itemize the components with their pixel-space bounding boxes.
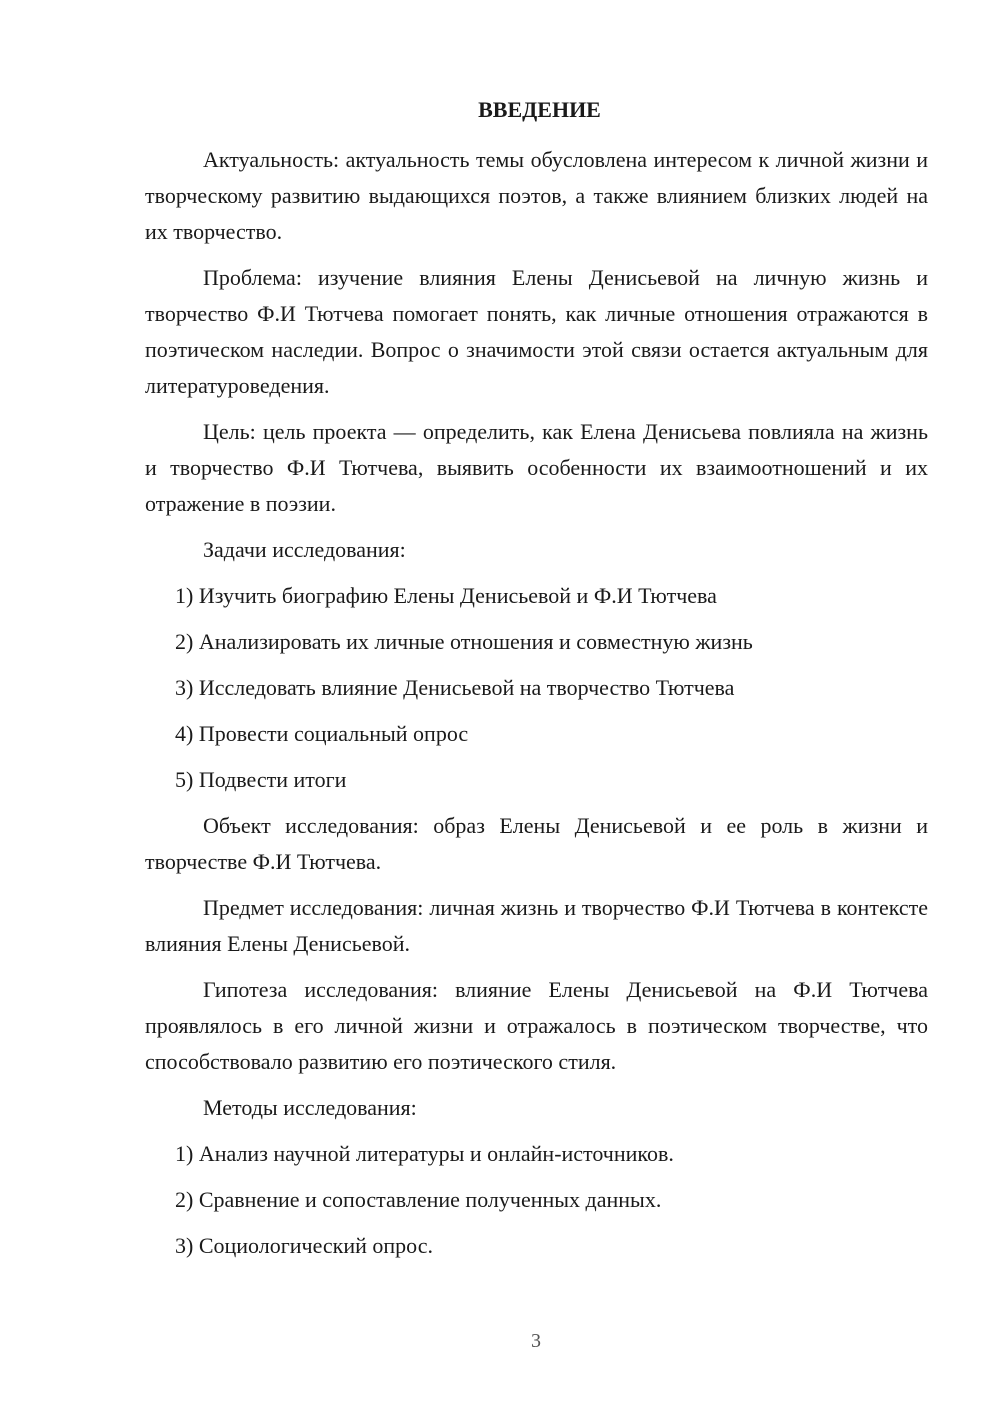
subject-paragraph: Предмет исследования: личная жизнь и творчество Ф.И Тютчева в контексте влияния Елены Денисьевой.	[145, 895, 928, 956]
methods-heading: Методы исследования:	[203, 1095, 417, 1120]
methods-list	[145, 1136, 928, 1264]
page-number: 3	[531, 1330, 541, 1352]
list-item: 2) Анализировать их личные отношения и совместную жизнь	[175, 629, 753, 654]
page-title: ВВЕДЕНИЕ	[478, 97, 601, 122]
list-item: 2) Сравнение и сопоставление полученных данных.	[175, 1187, 662, 1212]
list-item: 1) Анализ научной литературы и онлайн-источников.	[175, 1141, 674, 1166]
hypothesis-paragraph: Гипотеза исследования: влияние Елены Денисьевой на Ф.И Тютчева проявлялось в его личной жизни и отражалось в поэтическом творчестве, что способствовало развитию его поэтического стиля.	[145, 977, 928, 1074]
list-item: 5) Подвести итоги	[175, 767, 347, 792]
list-item: 3) Социологический опрос.	[175, 1233, 433, 1258]
list-item: 3) Исследовать влияние Денисьевой на творчество Тютчева	[175, 675, 735, 700]
object-paragraph: Объект исследования: образ Елены Денисьевой и ее роль в жизни и творчестве Ф.И Тютчева.	[145, 813, 928, 874]
relevance-paragraph: Актуальность: актуальность темы обусловлена интересом к личной жизни и творческому развитию выдающихся поэтов, а также влиянием близких людей на их творчество.	[145, 147, 928, 244]
tasks-list	[145, 578, 928, 798]
problem-paragraph: Проблема: изучение влияния Елены Денисьевой на личную жизнь и творчество Ф.И Тютчева помогает понять, как личные отношения отражаются в поэтическом наследии. Вопрос о значимости этой связи остается актуальным для литературоведения.	[145, 265, 928, 398]
document-page	[145, 92, 928, 1274]
list-item: 4) Провести социальный опрос	[175, 721, 469, 746]
goal-paragraph: Цель: цель проекта — определить, как Елена Денисьева повлияла на жизнь и творчество Ф.И Тютчева, выявить особенности их взаимоотношений и их отражение в поэзии.	[145, 419, 928, 516]
tasks-heading: Задачи исследования:	[203, 537, 406, 562]
list-item: 1) Изучить биографию Елены Денисьевой и Ф.И Тютчева	[175, 583, 717, 608]
